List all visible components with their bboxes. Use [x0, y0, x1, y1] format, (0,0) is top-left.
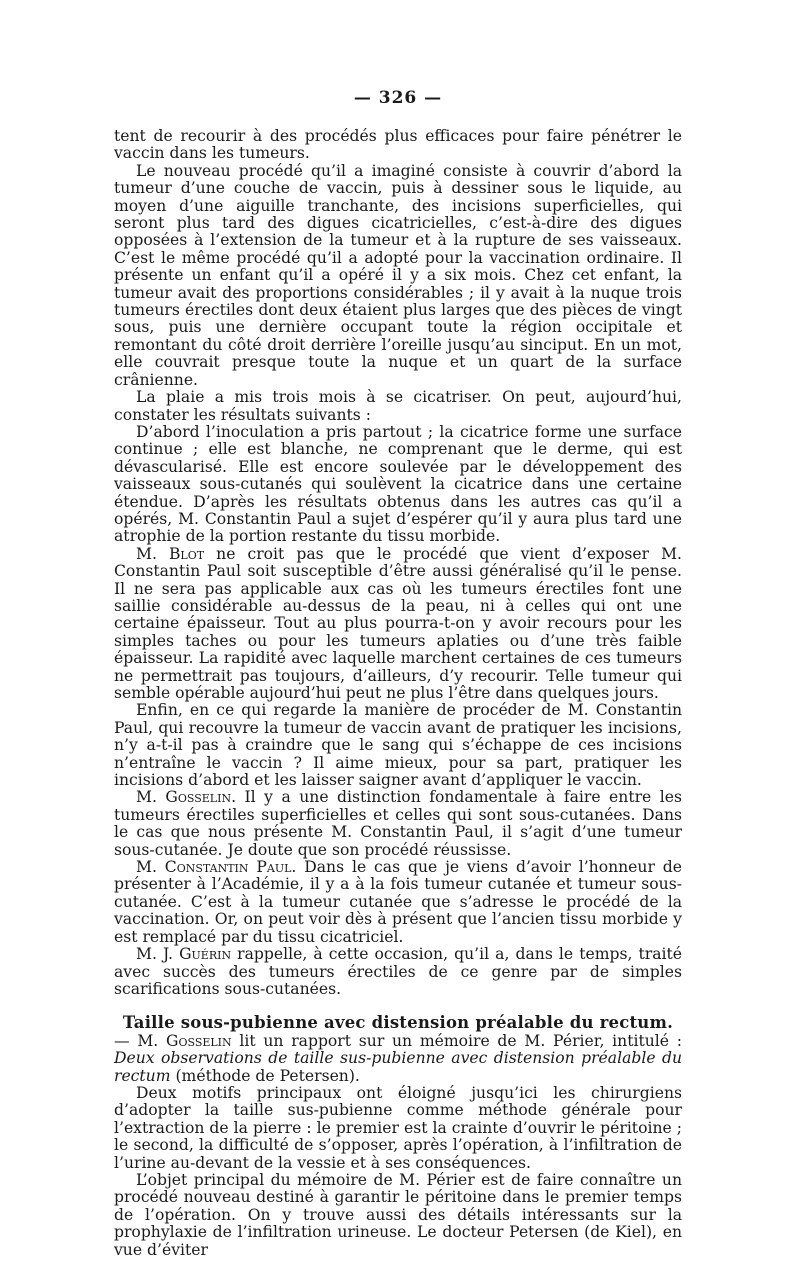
speaker-name: M. J. Guérin — [136, 945, 232, 964]
paragraph-text: rappelle, à cette occasion, qu’il a, dans le temps, traité avec succès des tumeurs érectiles de ce genre par de simples scarifications sous-cutanées. — [114, 945, 682, 998]
paragraph: L’objet principal du mémoire de M. Périer est de faire connaître un procédé nouveau destiné à garantir le péritoine dans le premier temps de l’opération. On y trouve aussi des détails intéressants sur la prophylaxie de l’infiltration urineuse. Le docteur Petersen (de Kiel), en vue d’éviter — [114, 1170, 682, 1259]
paragraph — [114, 546, 682, 703]
memoir-title: Deux observations de taille sus-pubienne avec distension préalable du rectum — [114, 1049, 682, 1085]
paragraph: La plaie a mis trois mois à se cicatriser. On peut, aujourd’hui, constater les résultats suivants : — [114, 388, 682, 424]
section-title: Taille sous-pubienne avec distension préalable du rectum. — [122, 1013, 674, 1033]
paragraph: tent de recourir à des procédés plus efficaces pour faire pénétrer le vaccin dans les tumeurs. — [114, 127, 682, 163]
speaker-name: — M. Gosselin — [114, 1031, 232, 1050]
intro-text-after: (méthode de Petersen). — [170, 1066, 360, 1085]
paragraph — [114, 946, 682, 998]
paragraph — [114, 859, 682, 946]
paragraph: Le nouveau procédé qu’il a imaginé consiste à couvrir d’abord la tumeur d’une couche de vaccin, puis à dessiner sous le liquide, au moyen d’une aiguille tranchante, des incisions superficielles, qui seront plus tard des digues cicatricielles, c’est-à-dire des digues opposées à l’extension de la tumeur et à la rupture de ses vaisseaux. C’est le même procédé qu’il a adopté pour la vaccination ordinaire. Il présente un enfant qu’il a opéré il y a six mois. Chez cet enfant, la tumeur avait des proportions considérables ; il y avait à la nuque trois tumeurs érectiles dont deux étaient plus larges que des pièces de vingt sous, puis une dernière occupant toute la région occipitale et remontant du côté droit derrière l’oreille jusqu’au sinciput. En un mot, elle couvrait presque toute la nuque et un quart de la surface crânienne. — [114, 161, 682, 389]
body-text — [114, 128, 682, 1259]
speaker-name: M. Blot — [136, 544, 205, 563]
paragraph — [114, 789, 682, 859]
page-number: — 326 — — [353, 88, 443, 108]
paragraph: Enfin, en ce qui regarde la manière de procéder de M. Constantin Paul, qui recouvre la tumeur de vaccin avant de pratiquer les incisions, n’y a-t-il pas à craindre que le sang qui s’échappe de ces incisions n’entraîne le vaccin ? Il aime mieux, pour sa part, pratiquer les incisions d’abord et les laisser saigner avant d’appliquer le vaccin. — [114, 701, 682, 790]
speaker-name: M. Gosselin. — [136, 788, 237, 807]
paragraph: Deux motifs principaux ont éloigné jusqu’ici les chirurgiens d’adopter la taille sus-pubienne comme méthode générale pour l’extraction de la pierre : le premier est la crainte d’ouvrir le péritoine ; le second, la difficulté de s’opposer, après l’opération, à l’infiltration de l’urine au-devant de la vessie et à ses conséquences. — [114, 1083, 682, 1172]
paragraph-text: Dans le cas que je viens d’avoir l’honneur de présenter à l’Académie, il y a à la fois tumeur cutanée et tumeur sous-cutanée. C’est à la tumeur cutanée que s’adresse le procédé de la vaccination. Or, on peut voir dès à présent que l’ancien tissu morbide y est remplacé par du tissu cicatriciel. — [114, 858, 682, 946]
speaker-name: M. Constantin Paul. — [136, 858, 297, 877]
intro-text: lit un rapport sur un mémoire de M. Périer, intitulé : — [231, 1031, 682, 1050]
paragraph: D’abord l’inoculation a pris partout ; la cicatrice forme une surface continue ; elle est blanche, ne comprenant que le derme, qui est dévascularisé. Elle est encore soulevée par le développement des vaisseaux sous-cutanés qui soulèvent la cicatrice dans une certaine étendue. D’après les résultats obtenus dans les autres cas qu’il a opérés, M. Constantin Paul a sujet d’espérer qu’il y aura plus tard une atrophie de la portion restante du tissu morbide. — [114, 422, 682, 546]
paragraph-text: Il y a une distinction fondamentale à faire entre les tumeurs érectiles superficielles et celles qui sont sous-cutanées. Dans le cas que nous présente M. Constantin Paul, il s’agit d’une tumeur sous-cutanée. Je doute que son procédé réussisse. — [114, 788, 682, 859]
section-intro — [114, 1033, 682, 1085]
paragraph-text: ne croit pas que le procédé que vient d’exposer M. Constantin Paul soit susceptible d’être aussi généralisé qu’il le pense. Il ne sera pas applicable aux cas où les tumeurs érectiles font une saillie considérable au-dessus de la peau, ni à celles qui ont une certaine épaisseur. Tout au plus pourra-t-on y avoir recours pour les simples taches ou pour les tumeurs aplaties ou d’une très faible épaisseur. La rapidité avec laquelle marchent certaines de ces tumeurs ne permettrait pas toujours, d’ailleurs, d’y recourir. Telle tumeur qui semble opérable aujourd’hui peut ne plus l’être dans quelques jours. — [114, 544, 683, 702]
